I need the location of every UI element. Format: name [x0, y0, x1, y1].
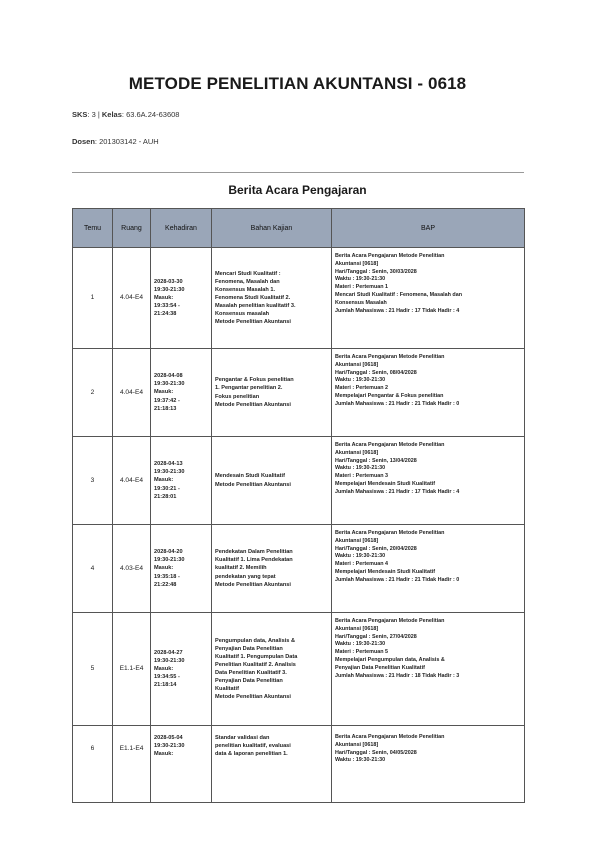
lecturer-meta — [72, 137, 159, 146]
sks-label: SKS — [72, 110, 88, 119]
bap-cell — [332, 525, 525, 613]
kehadiran-line: 19:30-21:30 — [154, 469, 185, 476]
kehadiran-line: 2028-04-13 — [154, 461, 183, 468]
kehadiran-line: 19:30-21:30 — [154, 657, 185, 664]
column-header-ruang: Ruang — [113, 209, 151, 248]
ruang-cell: 4.04-E4 — [113, 349, 151, 437]
kehadiran-line: 2028-04-27 — [154, 649, 183, 656]
kehadiran-cell — [151, 248, 212, 349]
table-row — [73, 349, 525, 437]
bap-line: Hari/Tanggal : Senin, 20/04/2028 — [335, 545, 417, 552]
kehadiran-cell — [151, 613, 212, 726]
bap-line: Akuntansi [0618] — [335, 361, 379, 368]
temu-cell: 5 — [73, 613, 113, 726]
bahan-kajian-line: Konsensus masalah — [215, 311, 270, 318]
bahan-kajian-line: Metode Penelitian Akuntansi — [215, 481, 291, 488]
table-row — [73, 437, 525, 525]
bahan-kajian-line: Metode Penelitian Akuntansi — [215, 694, 291, 701]
bap-line: Waktu : 19:30-21:30 — [335, 465, 386, 472]
ruang-cell: 4.04-E4 — [113, 437, 151, 525]
bahan-kajian-line: 1. Pengantar penelitian 2. — [215, 385, 283, 392]
bap-line: Akuntansi [0618] — [335, 449, 379, 456]
bap-line: Waktu : 19:30-21:30 — [335, 641, 386, 648]
kehadiran-line: Masuk: — [154, 565, 174, 572]
teaching-record-table — [72, 208, 525, 803]
kehadiran-line: 19:30-21:30 — [154, 557, 185, 564]
kehadiran-line: 21:18:13 — [154, 405, 177, 412]
kehadiran-cell — [151, 437, 212, 525]
bahan-kajian-line: Pengantar & Fokus penelitian — [215, 377, 294, 384]
bap-line: Jumlah Mahasiswa : 21 Hadir : 17 Tidak Hadir : 4 — [335, 307, 460, 314]
bahan-kajian-line: Penyajian Data Penelitian — [215, 678, 283, 685]
temu-cell: 1 — [73, 248, 113, 349]
bahan-kajian-line: Kualitatif — [215, 686, 239, 693]
bap-cell — [332, 437, 525, 525]
bap-line: Mencari Studi Kualitatif : Fenomena, Masalah dan — [335, 292, 463, 299]
temu-cell: 2 — [73, 349, 113, 437]
bap-line: Berita Acara Pengajaran Metode Penelitian — [335, 354, 445, 360]
kehadiran-cell — [151, 726, 212, 803]
bahan-kajian-line: Data Penelitian Kualitatif 3. — [215, 670, 287, 676]
kehadiran-line: 2028-04-08 — [154, 373, 183, 380]
bap-line: Materi : Pertemuan 1 — [335, 284, 389, 291]
bap-line: Jumlah Mahasiswa : 21 Hadir : 21 Tidak Hadir : 0 — [335, 576, 460, 583]
table-row — [73, 613, 525, 726]
bahan-kajian-cell — [212, 525, 332, 613]
course-meta — [72, 110, 179, 119]
bap-line: Mempelajari Pengumpulan data, Analisis & — [335, 657, 445, 664]
kehadiran-line: Masuk: — [154, 665, 174, 672]
kehadiran-line: 2028-05-04 — [154, 735, 183, 741]
table-row — [73, 525, 525, 613]
kehadiran-line: 21:24:38 — [154, 311, 177, 318]
kehadiran-line: 21:22:48 — [154, 581, 177, 588]
bap-line: Jumlah Mahasiswa : 21 Hadir : 17 Tidak Hadir : 4 — [335, 488, 460, 495]
bahan-kajian-line: Penyajian Data Penelitian — [215, 645, 283, 652]
bahan-kajian-line: pendekatan yang tepat — [215, 573, 276, 580]
dosen-value: : 201303142 - AUH — [94, 137, 159, 146]
bap-line: Materi : Pertemuan 2 — [335, 385, 389, 392]
bahan-kajian-cell — [212, 613, 332, 726]
kehadiran-line: 19:30-21:30 — [154, 743, 185, 750]
ruang-cell: 4.04-E4 — [113, 248, 151, 349]
bahan-kajian-cell — [212, 349, 332, 437]
bap-line: Jumlah Mahasiswa : 21 Hadir : 18 Tidak Hadir : 3 — [335, 672, 460, 679]
kehadiran-line: 19:30-21:30 — [154, 381, 185, 388]
ruang-cell: E1.1-E4 — [113, 613, 151, 726]
bap-line: Hari/Tanggal : Senin, 04/05/2028 — [335, 749, 417, 756]
bahan-kajian-line: Kualitatif 1. Lima Pendekatan — [215, 557, 293, 564]
bap-cell — [332, 726, 525, 803]
bap-line: Akuntansi [0618] — [335, 625, 379, 632]
kehadiran-line: 19:30:21 - — [154, 485, 180, 492]
divider — [72, 172, 524, 173]
bahan-kajian-line: Metode Penelitian Akuntansi — [215, 319, 291, 326]
bap-line: Waktu : 19:30-21:30 — [335, 377, 386, 384]
temu-cell: 3 — [73, 437, 113, 525]
bap-line: Berita Acara Pengajaran Metode Penelitian — [335, 618, 445, 624]
dosen-label: Dosen — [72, 137, 95, 146]
temu-cell: 4 — [73, 525, 113, 613]
bahan-kajian-line: Penelitian Kualitatif 2. Analisis — [215, 661, 296, 668]
kehadiran-line: 2028-03-30 — [154, 278, 183, 285]
kelas-label: Kelas — [101, 110, 122, 119]
bap-line: Mempelajari Mendesain Studi Kualitatif — [335, 481, 436, 488]
bap-line: Akuntansi [0618] — [335, 537, 379, 544]
ruang-cell: 4.03-E4 — [113, 525, 151, 613]
bahan-kajian-line: Pengumpulan data, Analisis & — [215, 637, 295, 644]
bap-line: Akuntansi [0618] — [335, 741, 379, 748]
table-row — [73, 248, 525, 349]
bap-line: Hari/Tanggal : Senin, 08/04/2028 — [335, 369, 417, 376]
page-title: METODE PENELITIAN AKUNTANSI - 0618 — [128, 74, 467, 93]
bahan-kajian-line: Kualitatif 1. Pengumpulan Data — [215, 653, 298, 660]
bahan-kajian-line: Konsensus Masalah 1. — [215, 286, 275, 293]
kelas-value: : 63.6A.24-63608 — [121, 110, 180, 119]
bahan-kajian-line: Mendesain Studi Kualitatif — [215, 473, 285, 480]
bap-line: Berita Acara Pengajaran Metode Penelitian — [335, 442, 445, 448]
kehadiran-line: 21:28:01 — [154, 493, 177, 500]
bahan-kajian-line: Fenomena, Masalah dan — [215, 278, 280, 285]
bap-line: Waktu : 19:30-21:30 — [335, 553, 386, 560]
bahan-kajian-cell — [212, 437, 332, 525]
bap-line: Materi : Pertemuan 4 — [335, 561, 389, 568]
bap-line: Berita Acara Pengajaran Metode Penelitian — [335, 734, 445, 740]
column-header-bahan-kajian: Bahan Kajian — [212, 209, 332, 248]
bahan-kajian-cell — [212, 726, 332, 803]
table-row — [73, 726, 525, 803]
bahan-kajian-line: Mencari Studi Kualitatif : — [215, 270, 281, 277]
bahan-kajian-cell — [212, 248, 332, 349]
bahan-kajian-line: Fenomena Studi Kualitatif 2. — [215, 294, 291, 301]
bahan-kajian-line: Metode Penelitian Akuntansi — [215, 401, 291, 408]
bap-line: Hari/Tanggal : Senin, 27/04/2028 — [335, 633, 417, 640]
kehadiran-line: 19:37:42 - — [154, 397, 180, 404]
bap-line: Penyajian Data Penelitian Kualitatif — [335, 664, 425, 671]
bap-line: Mempelajari Mendesain Studi Kualitatif — [335, 569, 436, 576]
bap-line: Akuntansi [0618] — [335, 260, 379, 267]
bap-line: Berita Acara Pengajaran Metode Penelitian — [335, 253, 445, 259]
bap-line: Hari/Tanggal : Senin, 13/04/2028 — [335, 457, 417, 464]
table-header-row — [73, 209, 525, 248]
column-header-kehadiran: Kehadiran — [151, 209, 212, 248]
bap-line: Konsensus Masalah — [335, 299, 387, 306]
column-header-temu: Temu — [73, 209, 113, 248]
bap-line: Berita Acara Pengajaran Metode Penelitian — [335, 530, 445, 536]
bahan-kajian-line: Pendekatan Dalam Penelitian — [215, 549, 293, 556]
bap-line: Waktu : 19:30-21:30 — [335, 276, 386, 283]
kehadiran-cell — [151, 349, 212, 437]
kehadiran-line: 19:30-21:30 — [154, 286, 185, 293]
bap-line: Mempelajari Pengantar & Fokus penelitian — [335, 393, 444, 400]
kehadiran-line: 19:34:55 - — [154, 674, 180, 681]
temu-cell: 6 — [73, 726, 113, 803]
ruang-cell: E1.1-E4 — [113, 726, 151, 803]
bahan-kajian-line: kualitatif 2. Memilih — [215, 565, 267, 572]
bahan-kajian-line: data & laporan penelitian 1. — [215, 751, 288, 758]
bap-line: Jumlah Mahasiswa : 21 Hadir : 21 Tidak Hadir : 0 — [335, 400, 460, 407]
bap-line: Materi : Pertemuan 3 — [335, 473, 389, 480]
bap-cell — [332, 349, 525, 437]
kehadiran-line: Masuk: — [154, 477, 174, 484]
bahan-kajian-line: Standar validasi dan — [215, 735, 270, 741]
kehadiran-line: Masuk: — [154, 389, 174, 396]
bap-line: Waktu : 19:30-21:30 — [335, 757, 386, 764]
kehadiran-line: Masuk: — [154, 294, 174, 301]
kehadiran-cell — [151, 525, 212, 613]
bap-cell — [332, 613, 525, 726]
bahan-kajian-line: Metode Penelitian Akuntansi — [215, 581, 291, 588]
section-title: Berita Acara Pengajaran — [228, 183, 367, 197]
bap-cell — [332, 248, 525, 349]
bahan-kajian-line: penelitian kualitatif, evaluasi — [215, 743, 291, 750]
bahan-kajian-line: Masalah penelitian kualitatif 3. — [215, 303, 296, 310]
kehadiran-line: 19:33:54 - — [154, 303, 180, 310]
bahan-kajian-line: Fokus penelitian — [215, 393, 260, 400]
kehadiran-line: 21:18:14 — [154, 682, 177, 689]
kehadiran-line: Masuk: — [154, 751, 174, 758]
column-header-bap: BAP — [332, 209, 525, 248]
kehadiran-line: 2028-04-20 — [154, 549, 183, 556]
sks-value: : 3 | — [87, 110, 102, 119]
kehadiran-line: 19:35:18 - — [154, 573, 180, 580]
bap-line: Hari/Tanggal : Senin, 30/03/2028 — [335, 268, 417, 275]
bap-line: Materi : Pertemuan 5 — [335, 649, 389, 656]
